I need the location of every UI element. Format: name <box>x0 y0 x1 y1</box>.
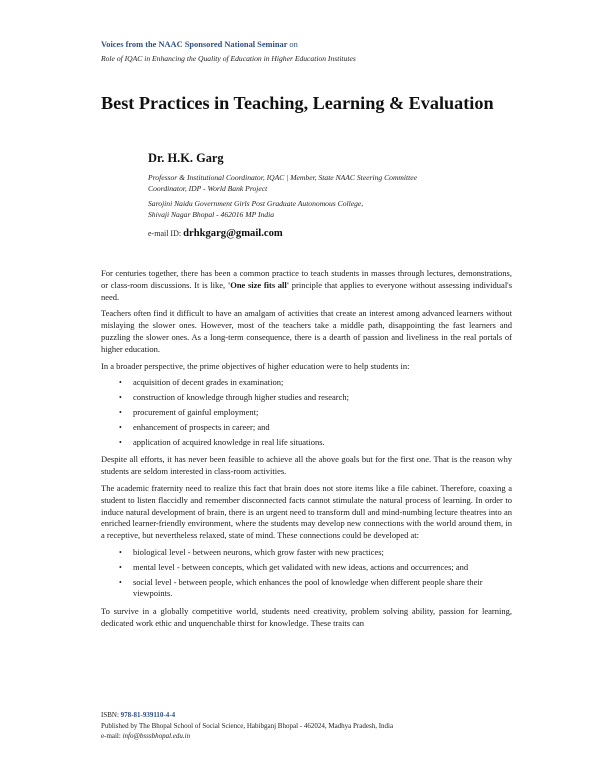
email-label: e-mail ID: <box>148 229 182 238</box>
paragraph: In a broader perspective, the prime objectives of higher education were to help students in: <box>101 360 410 371</box>
list-item: • procurement of gainful employment; <box>133 407 512 419</box>
institution-line: Shivaji Nagar Bhopal - 462016 MP India <box>148 210 274 219</box>
article-body <box>101 268 512 635</box>
affiliation-line: Coordinator, IDP - World Bank Project <box>148 184 268 193</box>
page-footer <box>101 710 521 742</box>
list-item: • biological level - between neurons, which grow faster with new practices; <box>133 547 512 559</box>
seminar-topic: Role of IQAC in Enhancing the Quality of Education in Higher Education Institutes <box>101 54 356 63</box>
footer-email-row <box>101 731 521 742</box>
author-email-link[interactable]: drhkgarg@gmail.com <box>183 228 283 239</box>
paragraph-text: For centuries together, there has been a common practice to teach students in masses through lectures, demonstrations, or class-room discussions. It is like, <box>101 268 512 290</box>
paragraph <box>101 268 512 303</box>
author-email-row <box>148 227 528 241</box>
paragraph: Teachers often find it difficult to have an amalgam of activities that create an interest among advanced learners without mislaying the slower ones. However, most of the teachers take a middle path, disappointing the fast learners and puzzling the slower ones. As a long-term consequence, there is a dearth of passion and liveliness in the real portals of higher education. <box>101 308 512 354</box>
list-item: • mental level - between concepts, which get validated with new ideas, actions and occurrences; and <box>133 562 512 574</box>
isbn-label: ISBN: <box>101 711 119 719</box>
isbn-row <box>101 710 521 721</box>
running-header <box>101 39 561 64</box>
page-title: Best Practices in Teaching, Learning & Evaluation <box>101 93 494 113</box>
seminar-name: Voices from the NAAC Sponsored National Seminar <box>101 40 288 49</box>
paragraph: To survive in a globally competitive world, students need creativity, problem solving ability, passion for learning, dedicated work ethic and unquenchable thirst for knowledge. These traits can <box>101 606 512 628</box>
footer-email-link[interactable]: info@bsssbhopal.edu.in <box>122 732 191 740</box>
author-institution <box>148 198 528 220</box>
paragraph: The academic fraternity need to realize this fact that brain does not store items like a file cabinet. Therefore, coaxing a student to listen flaccidly and remember disconnected facts cannot stimulate the natural process of learning. In order to induce natural development of brain, there is an urgent need to transform dull and mind-numbing lecture theatres into an enriched learner-friendly environment, where the students may develop new connections with the world around them, in a receptive, but nevertheless relaxed, state of mind. These connections could be developed at: <box>101 482 512 541</box>
paragraph-text: principle that applies to everyone without assessing individual's need. <box>101 279 513 302</box>
paragraph: Despite all efforts, it has never been feasible to achieve all the above goals but for the first one. That is the reason why students are seldom interested in class-room activities. <box>101 454 512 477</box>
list-item: • construction of knowledge through higher studies and research; <box>133 392 512 404</box>
seminar-on: on <box>289 40 298 49</box>
author-name: Dr. H.K. Garg <box>148 151 224 165</box>
publisher-line: Published by The Bhopal School of Social Science, Habibganj Bhopal - 462024, Madhya Pradesh, India <box>101 721 394 730</box>
list-item: • acquisition of decent grades in examination; <box>133 377 512 389</box>
list-item: • application of acquired knowledge in real life situations. <box>133 437 512 449</box>
isbn-value: 978-81-939110-4-4 <box>120 711 176 719</box>
list-item: • enhancement of prospects in career; and <box>133 422 512 434</box>
list-item: • social level - between people, which enhances the pool of knowledge when different people share their viewpoints. <box>133 577 512 601</box>
author-affiliation <box>148 172 528 194</box>
objectives-list <box>101 377 512 448</box>
seminar-title <box>101 39 561 51</box>
institution-line: Sarojini Naidu Government Girls Post Graduate Autonomous College, <box>148 199 364 208</box>
author-block <box>148 150 528 241</box>
connections-list <box>101 547 512 600</box>
affiliation-line: Professor & Institutional Coordinator, IQAC | Member, State NAAC Steering Committee <box>148 173 417 182</box>
footer-email-label: e-mail: <box>101 732 121 740</box>
emphasis-text: 'One size fits all' <box>227 279 290 290</box>
